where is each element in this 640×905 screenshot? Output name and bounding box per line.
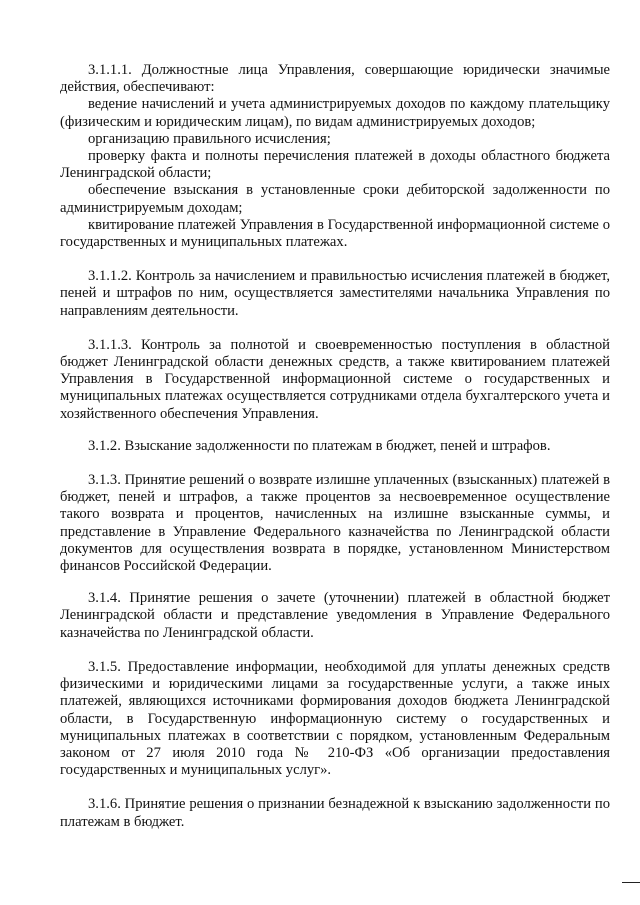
paragraph-3-1-4: 3.1.4. Принятие решения о зачете (уточнении) платежей в областной бюджет Ленинградской области и представление уведомления в Управление Федерального казначейства по Ленинградской области. bbox=[60, 590, 610, 641]
list-item-debt-collection: обеспечение взыскания в установленные сроки дебиторской задолженности по администрируемым доходам; bbox=[60, 182, 610, 216]
list-item-quittance: квитирование платежей Управления в Государственной информационной системе о государственных и муниципальных платежах. bbox=[60, 216, 610, 251]
paragraph-3-1-3: 3.1.3. Принятие решений о возврате излишне уплаченных (взысканных) платежей в бюджет, пеней и штрафов, а также процентов за несвоевременное осуществление такого возврата и процентов, начисленных на излишне взысканные суммы, и представление в Управление Федерального казначейства по Ленинградской области документов для осуществления возврата в порядке, установленном Министерством финансов Российской Федерации. bbox=[60, 472, 610, 575]
list-item-accruals: ведение начислений и учета администрируемых доходов по каждому плательщику (физическим и юридическим лицам), по видам администрируемых доходов; bbox=[60, 96, 610, 130]
paragraph-3-1-2: 3.1.2. Взыскание задолженности по платежам в бюджет, пеней и штрафов. bbox=[88, 437, 551, 454]
paragraph-3-1-6: 3.1.6. Принятие решения о признании безнадежной к взысканию задолженности по платежам в бюджет. bbox=[60, 796, 610, 830]
list-item-payment-check: проверку факта и полноты перечисления платежей в доходы областного бюджета Ленинградской области; bbox=[60, 148, 610, 182]
scan-edge-mark bbox=[622, 882, 640, 883]
document-page bbox=[60, 62, 610, 831]
paragraph-3-1-1-2: 3.1.1.2. Контроль за начислением и правильностью исчисления платежей в бюджет, пеней и штрафов по ним, осуществляется заместителями начальника Управления по направлениям деятельности. bbox=[60, 268, 610, 319]
paragraph-3-1-1-1: 3.1.1.1. Должностные лица Управления, совершающие юридически значимые действия, обеспечивают: bbox=[60, 62, 610, 96]
list-item-calculation: организацию правильного исчисления; bbox=[88, 130, 331, 147]
paragraph-3-1-5: 3.1.5. Предоставление информации, необходимой для уплаты денежных средств физическими и юридическими лицами за государственные услуги, а также иных платежей, являющихся источниками формирования доходов бюджета Ленинградской области, в Государственную информационную систему о государственных и муниципальных платежах в соответствии с порядком, установленным Федеральным законом от 27 июля 2010 года № 210-ФЗ «Об организации предоставления государственных и муниципальных услуг». bbox=[60, 658, 610, 779]
paragraph-3-1-1-3: 3.1.1.3. Контроль за полнотой и своевременностью поступления в областной бюджет Ленинградской области денежных средств, а также квитированием платежей Управления в Государственной информационной системе о государственных и муниципальных платежах осуществляется сотрудниками отдела бухгалтерского учета и хозяйственного обеспечения Управления. bbox=[60, 336, 610, 422]
